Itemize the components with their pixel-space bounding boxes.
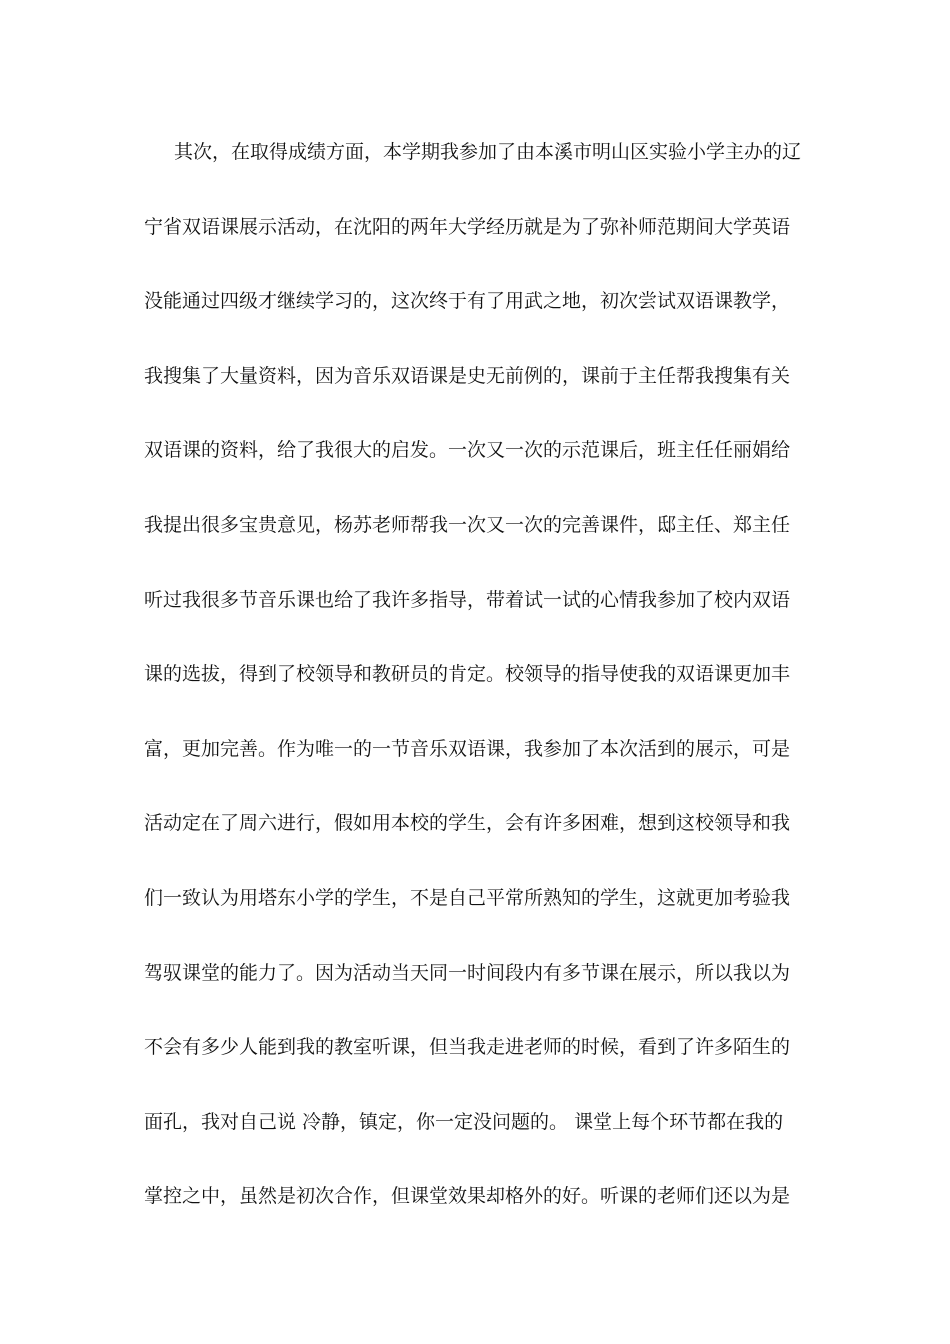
text-line: 宁省双语课展示活动，在沈阳的两年大学经历就是为了弥补师范期间大学英语: [144, 215, 791, 238]
text-line: 驾驭课堂的能力了。因为活动当天同一时间段内有多节课在展示，所以我以为: [144, 961, 791, 984]
text-line: 课的选拔，得到了校领导和教研员的肯定。校领导的指导使我的双语课更加丰: [144, 663, 791, 686]
text-line: 我提出很多宝贵意见，杨苏老师帮我一次又一次的完善课件，邸主任、郑主任: [144, 513, 791, 536]
text-line: 我搜集了大量资料，因为音乐双语课是史无前例的，课前于主任帮我搜集有关: [144, 364, 791, 387]
text-line: 其次，在取得成绩方面，本学期我参加了由本溪市明山区实验小学主办的辽: [174, 141, 802, 163]
text-line: 不会有多少人能到我的教室听课，但当我走进老师的时候，看到了许多陌生的: [144, 1036, 791, 1059]
text-line: 双语课的资料，给了我很大的启发。一次又一次的示范课后，班主任任丽娟给: [144, 439, 791, 462]
text-line: 听过我很多节音乐课也给了我许多指导，带着试一试的心情我参加了校内双语: [144, 588, 791, 611]
text-line: 活动定在了周六进行，假如用本校的学生，会有许多困难，想到这校领导和我: [144, 812, 791, 835]
text-line: 没能通过四级才继续学习的，这次终于有了用武之地，初次尝试双语课教学，: [144, 290, 791, 313]
text-line: 们一致认为用塔东小学的学生，不是自己平常所熟知的学生，这就更加考验我: [144, 886, 791, 909]
text-line: 面孔，我对自己说 冷静，镇定，你一定没问题的。 课堂上每个环节都在我的: [144, 1110, 784, 1133]
body-paragraph: [144, 131, 804, 1250]
text-line: 富，更加完善。作为唯一的一节音乐双语课，我参加了本次活到的展示，可是: [144, 737, 791, 760]
text-line: 掌控之中，虽然是初次合作，但课堂效果却格外的好。听课的老师们还以为是: [144, 1185, 791, 1208]
